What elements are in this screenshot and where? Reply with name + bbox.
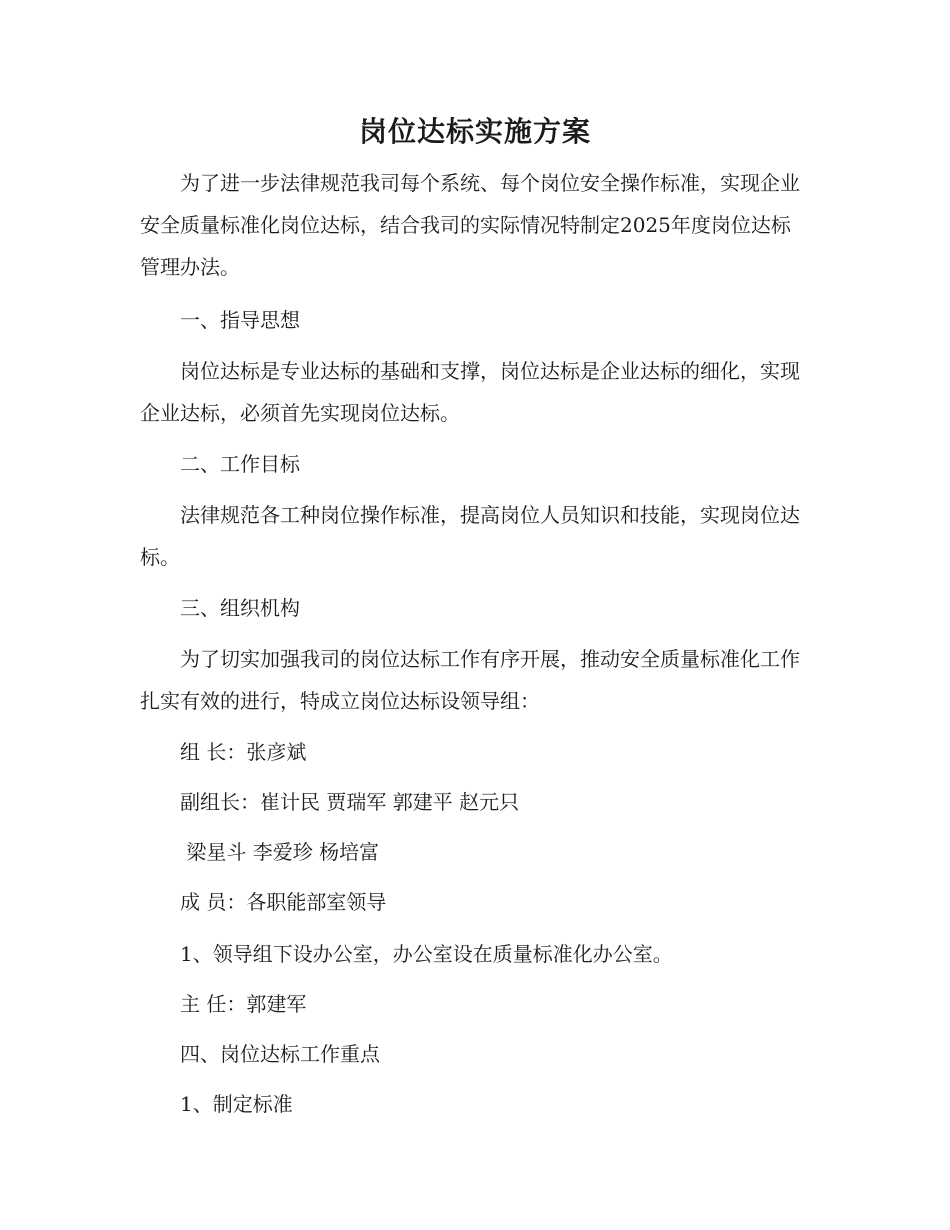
line-deputy-leaders: 副组长：崔计民 贾瑞军 郭建平 赵元只 bbox=[180, 790, 520, 814]
line-set-standards: 1、制定标准 bbox=[180, 1092, 293, 1116]
paragraph-organization: 为了切实加强我司的岗位达标工作有序开展，推动安全质量标准化工作扎实有效的进行，特成立岗位达标设领导组： bbox=[140, 647, 800, 713]
heading-work-goal: 二、工作目标 bbox=[180, 452, 300, 476]
line-members: 成 员：各职能部室领导 bbox=[180, 890, 387, 914]
document-body bbox=[140, 162, 805, 1124]
line-deputy-leaders-continued: 梁星斗 李爱珍 杨培富 bbox=[180, 840, 380, 864]
paragraph-intro: 为了进一步法律规范我司每个系统、每个岗位安全操作标准，实现企业安全质量标准化岗位达标，结合我司的实际情况特制定2025年度岗位达标管理办法。 bbox=[140, 171, 800, 279]
paragraph-guiding-ideology: 岗位达标是专业达标的基础和支撑，岗位达标是企业达标的细化，实现企业达标，必须首先实现岗位达标。 bbox=[140, 359, 800, 425]
heading-key-work: 四、岗位达标工作重点 bbox=[180, 1042, 380, 1066]
heading-organization: 三、组织机构 bbox=[180, 596, 300, 620]
paragraph-work-goal: 法律规范各工种岗位操作标准，提高岗位人员知识和技能，实现岗位达标。 bbox=[140, 503, 800, 569]
line-group-leader: 组 长：张彦斌 bbox=[180, 740, 307, 764]
line-office: 1、领导组下设办公室，办公室设在质量标准化办公室。 bbox=[180, 942, 673, 966]
line-director: 主 任：郭建军 bbox=[180, 992, 307, 1016]
document-title: 岗位达标实施方案 bbox=[358, 115, 591, 148]
heading-guiding-ideology: 一、指导思想 bbox=[180, 308, 300, 332]
